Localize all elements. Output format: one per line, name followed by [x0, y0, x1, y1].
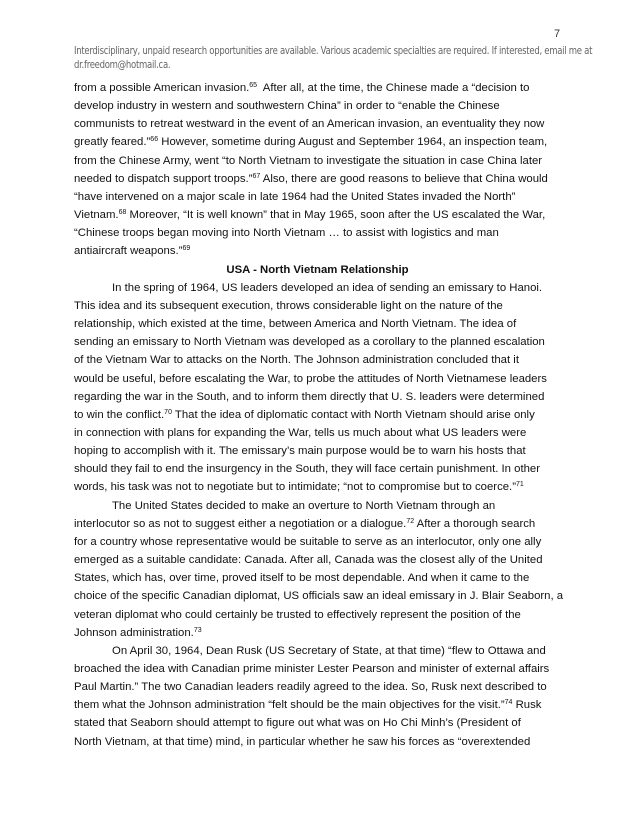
text-line: Vietnam.$^{68}$ Moreover, “It is well known” that in May 1965, soon after the US escalated the War, — [74, 209, 546, 222]
text-line: from the Chinese Army, went “to North Vietnam to investigate the situation in case China later — [74, 154, 543, 167]
text-line: to win the conflict.$^{70}$ That the idea of diplomatic contact with North Vietnam should arise only — [74, 408, 535, 421]
text-line: antiaircraft weapons.”$^{69}$ — [74, 245, 191, 258]
text-line: Paul Martin.” The two Canadian leaders readily agreed to the idea. So, Rusk next described to — [74, 681, 547, 694]
text-line: would be useful, before escalating the War, to probe the attitudes of North Vietnamese leaders — [74, 372, 547, 385]
footnote-ref: 69 — [182, 245, 191, 253]
header-line: Interdisciplinary, unpaid research opportunities are available. Various academic specialties are required. If interested, email me at — [74, 45, 593, 57]
text-line: In the spring of 1964, US leaders developed an idea of sending an emissary to Hanoi. — [112, 281, 543, 294]
text-line: needed to dispatch support troops.”$^{67}$ Also, there are good reasons to believe that China would — [74, 172, 548, 185]
text-line: North Vietnam, at that time) mind, in particular whether he saw his forces as “overextended — [74, 735, 531, 748]
footnote-ref: 73 — [193, 626, 202, 634]
text-line: interlocutor so as not to suggest either a negotiation or a dialogue.$^{72}$ After a thorough search — [74, 517, 536, 530]
paragraph-chinese-involvement — [74, 79, 561, 261]
text-line: of the Vietnam War to attacks on the North. The Johnson administration concluded that it — [74, 354, 519, 367]
text-line: in connection with plans for expanding the War, tells us much about what US leaders were — [74, 426, 527, 439]
text-line: communists to retreat westward in the event of an American invasion, an eventuality they now — [74, 118, 545, 131]
text-line: from a possible American invasion.$^{65}$ After all, at the time, the Chinese made a “decision to — [74, 82, 530, 94]
footnote-ref: 72 — [406, 517, 415, 525]
footnote-ref: 70 — [164, 408, 172, 416]
paragraph-emissary-idea — [74, 279, 561, 497]
text-line: develop industry in western and southwestern China” in order to “enable the Chinese — [74, 100, 500, 113]
text-line: sending an emissary to North Vietnam was developed as a corollary to the planned escalation — [74, 336, 545, 349]
body-text — [74, 79, 564, 751]
text-line: emerged as a suitable candidate: Canada. After all, Canada was the closest ally of the United — [74, 554, 543, 567]
text-line: States, which has, over time, proved itself to be most dependable. And when it came to the — [74, 572, 530, 585]
text-line: hoping to accomplish with it. The emissary’s main purpose would be to warn his hosts that — [74, 445, 526, 458]
paragraph-canada-interlocutor — [74, 497, 564, 642]
text-line: The United States decided to make an overture to North Vietnam through an — [112, 499, 496, 512]
text-line: This idea and its subsequent execution, throws considerable light on the nature of the — [74, 299, 503, 312]
footnote-ref: 68 — [118, 209, 127, 217]
footnote-ref: 67 — [252, 172, 261, 180]
text-line: them what the Johnson administration “felt should be the main objectives for the visit.”$^{74}$ Rusk — [74, 699, 542, 712]
text-line: choice of the specific Canadian diplomat, US officials saw an ideal emissary in J. Blair Seaborn, a — [74, 590, 564, 603]
text-line: relationship, which existed at the time, between America and North Vietnam. The idea of — [74, 318, 517, 331]
text-line: should they fail to end the insurgency in the South, they will face certain punishment. In other — [74, 463, 541, 476]
footnote-ref: 66 — [150, 136, 159, 144]
footnote-ref: 71 — [516, 481, 524, 489]
text-line: On April 30, 1964, Dean Rusk (US Secretary of State, at that time) “flew to Ottawa and — [112, 644, 546, 657]
footnote-ref: 65 — [249, 82, 258, 89]
footnote-ref: 74 — [504, 699, 513, 707]
text-line: stated that Seaborn should attempt to figure out what was on Ho Chi Minh’s (President of — [74, 717, 521, 730]
text-line: words, his task was not to negotiate but to intimidate; “not to compromise but to coerce.”$^{71}$ — [74, 481, 524, 494]
text-line: “have intervened on a major scale in late 1964 had the United States invaded the North” — [74, 190, 516, 203]
text-line: “Chinese troops began moving into North Vietnam … to assist with logistics and man — [74, 227, 499, 240]
text-line: greatly feared.”$^{66}$ However, sometime during August and September 1964, an inspection team, — [74, 136, 548, 149]
text-line: broached the idea with Canadian prime minister Lester Pearson and minister of external affairs — [74, 663, 550, 675]
text-line: for a country whose representative would be suitable to serve as an interlocutor, only one ally — [74, 535, 542, 548]
text-line: regarding the war in the South, and to inform them directly that U. S. leaders were determined — [74, 390, 545, 403]
text-line: Johnson administration.$^{73}$ — [74, 626, 202, 639]
header-notice — [74, 44, 593, 72]
header-email: dr.freedom@hotmail.ca. — [74, 59, 171, 71]
paragraph-rusk-ottawa — [74, 642, 561, 751]
section-heading: USA - North Vietnam Relationship — [226, 263, 409, 276]
page-number: 7 — [554, 28, 561, 40]
text-line: veteran diplomat who could certainly be trusted to effectively represent the position of the — [74, 608, 521, 621]
